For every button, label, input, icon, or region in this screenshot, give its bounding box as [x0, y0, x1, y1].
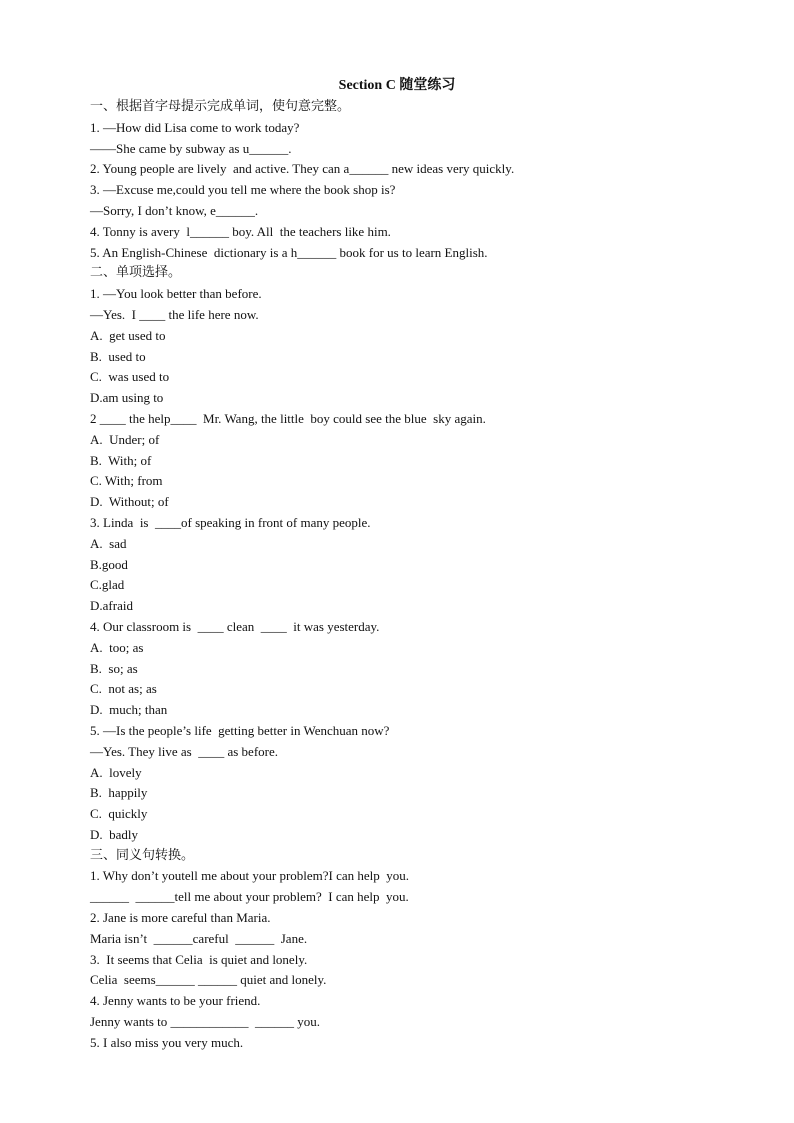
exercise-content [90, 97, 770, 1054]
exercise-line: 4. Tonny is avery l______ boy. All the teachers like him. [90, 223, 391, 239]
exercise-line: 3. It seems that Celia is quiet and lonely. [90, 951, 308, 967]
exercise-line: 2. Jane is more careful than Maria. [90, 910, 271, 926]
section-heading: 三、同义句转换。 [90, 847, 195, 863]
exercise-line: ______ ______tell me about your problem? I can help you. [90, 889, 409, 905]
exercise-line: 1. —You look better than before. [90, 286, 262, 302]
exercise-line: D.afraid [90, 598, 133, 614]
exercise-line: D.am using to [90, 390, 164, 406]
exercise-line: ——She came by subway as u______. [90, 140, 292, 156]
exercise-line: 4. Jenny wants to be your friend. [90, 993, 261, 1009]
exercise-line: 2 ____ the help____ Mr. Wang, the little boy could see the blue sky again. [90, 410, 486, 426]
exercise-line: A. sad [90, 535, 127, 551]
exercise-line: Celia seems______ ______ quiet and lonely. [90, 972, 327, 988]
exercise-line: C.glad [90, 577, 125, 593]
exercise-line: 5. An English-Chinese dictionary is a h______ book for us to learn English. [90, 244, 488, 260]
exercise-line: C. With; from [90, 473, 163, 489]
exercise-line: 4. Our classroom is ____ clean ____ it was yesterday. [90, 618, 380, 634]
exercise-line: 5. —Is the people’s life getting better in Wenchuan now? [90, 722, 390, 738]
exercise-line: —Sorry, I don’t know, e______. [90, 202, 259, 218]
page-title: Section C 随堂练习 [338, 78, 456, 93]
exercise-line: B. so; as [90, 660, 138, 676]
exercise-line: B. With; of [90, 452, 152, 468]
exercise-line: 1. Why don’t youtell me about your problem?I can help you. [90, 868, 410, 884]
exercise-line: 1. —How did Lisa come to work today? [90, 119, 300, 135]
exercise-line: D. Without; of [90, 494, 169, 510]
exercise-line: A. too; as [90, 639, 144, 655]
exercise-line: A. lovely [90, 764, 142, 780]
exercise-line: A. get used to [90, 327, 166, 343]
exercise-line: —Yes. I ____ the life here now. [90, 306, 259, 322]
exercise-line: B. happily [90, 785, 148, 801]
exercise-line: B. used to [90, 348, 146, 364]
exercise-line: C. was used to [90, 369, 170, 385]
exercise-line: 2. Young people are lively and active. They can a______ new ideas very quickly. [90, 161, 515, 177]
exercise-line: D. badly [90, 826, 139, 842]
exercise-line: 3. Linda is ____of speaking in front of many people. [90, 514, 371, 530]
exercise-line: —Yes. They live as ____ as before. [90, 743, 278, 759]
exercise-line: Maria isn’t ______careful ______ Jane. [90, 930, 308, 946]
exercise-line: Jenny wants to ____________ ______ you. [90, 1014, 321, 1030]
section-heading: 一、根据首字母提示完成单词，使句意完整。 [90, 99, 351, 114]
exercise-line: B.good [90, 556, 128, 572]
section-heading: 二、单项选择。 [90, 265, 182, 281]
exercise-line: A. Under; of [90, 431, 160, 447]
exercise-line: C. not as; as [90, 681, 157, 697]
exercise-line: C. quickly [90, 806, 148, 822]
exercise-line: D. much; than [90, 702, 168, 718]
exercise-line: 3. —Excuse me,could you tell me where the book shop is? [90, 182, 396, 198]
exercise-line: 5. I also miss you very much. [90, 1034, 244, 1050]
